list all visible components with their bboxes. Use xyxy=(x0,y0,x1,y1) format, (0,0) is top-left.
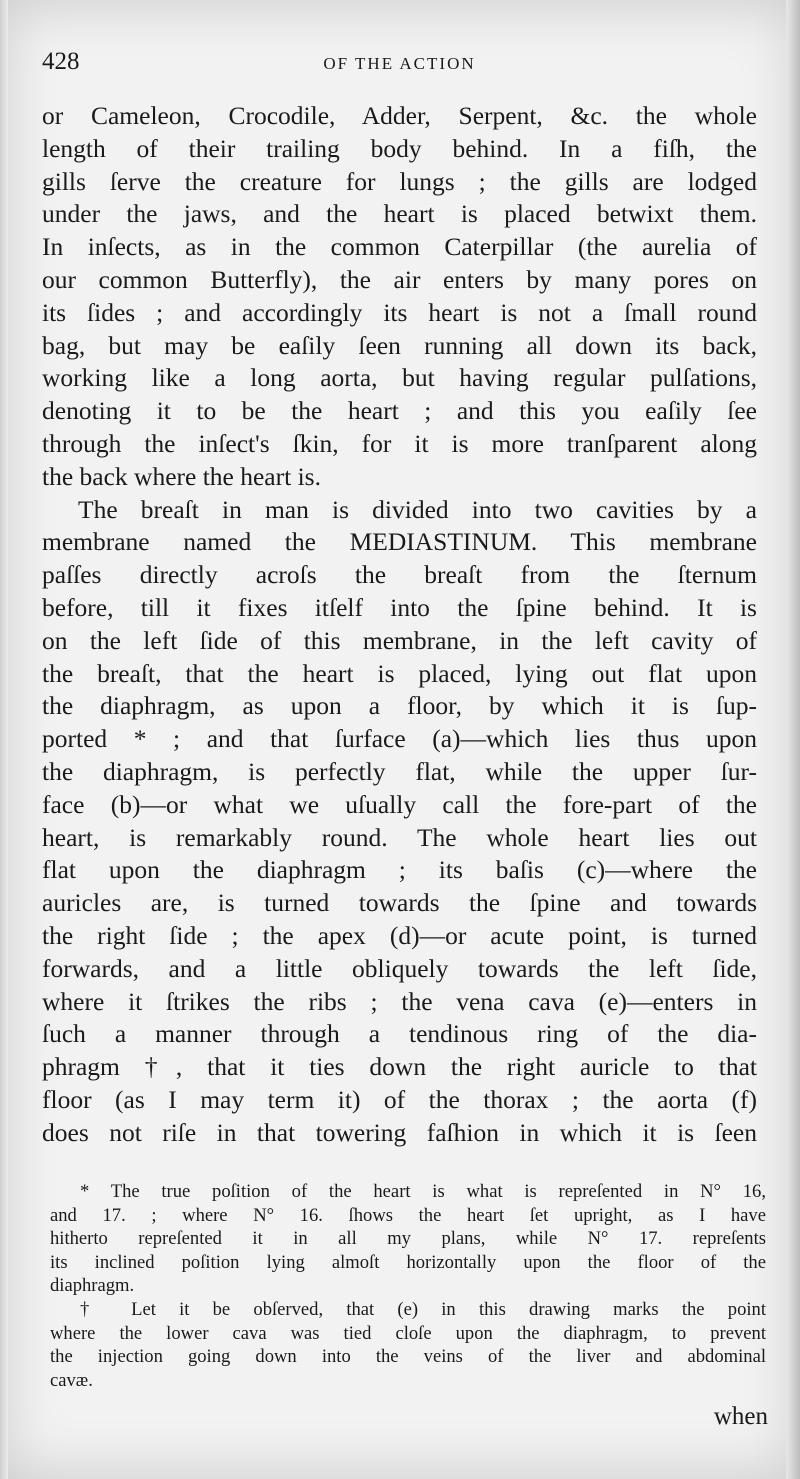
body-line: paſſes directly acroſs the breaſt from the ſternum xyxy=(42,560,757,590)
body-line: flat upon the diaphragm ; its baſis (c)—where the xyxy=(42,855,757,885)
footnote-line: diaphragm. xyxy=(50,1275,135,1297)
body-line: bag, but may be eaſily ſeen running all down its back, xyxy=(42,330,757,360)
body-line: denoting it to be the heart ; and this you eaſily ſee xyxy=(42,396,757,426)
footnote-line: cavæ. xyxy=(50,1369,93,1391)
footnote-line: and 17. ; where N° 16. ſhows the heart ſet upright, as I have xyxy=(50,1204,766,1226)
body-line: the diaphragm, is perfectly flat, while the upper ſur- xyxy=(42,756,757,786)
body-line: phragm †, that it ties down the right auricle to that xyxy=(42,1052,757,1082)
body-line: ſuch a manner through a tendinous ring of the dia- xyxy=(42,1019,757,1049)
body-line: auricles are, is turned towards the ſpine and towards xyxy=(42,888,757,918)
footnote-line: † Let it be obſerved, that (e) in this drawing marks the point xyxy=(80,1298,766,1320)
body-line: or Cameleon, Crocodile, Adder, Serpent, &c. the whole xyxy=(42,101,757,130)
body-line: our common Butterfly), the air enters by many pores on xyxy=(42,264,757,294)
page-right-edge xyxy=(786,0,800,1479)
running-head: OF THE ACTION xyxy=(323,54,476,73)
footnote-line: its inclined poſition lying almoſt horizontally upon the floor of the xyxy=(50,1251,766,1273)
body-line: the right ſide ; the apex (d)—or acute point, is turned xyxy=(42,920,757,950)
body-line: ported * ; and that ſurface (a)—which lies thus upon xyxy=(42,724,757,754)
body-line: the diaphragm, as upon a floor, by which it is ſup- xyxy=(42,691,757,721)
body-line: where it ſtrikes the ribs ; the vena cava (e)—enters in xyxy=(42,986,757,1016)
body-line: the breaſt, that the heart is placed, lying out flat upon xyxy=(42,658,757,688)
body-line: forwards, and a little obliquely towards the left ſide, xyxy=(42,953,757,983)
body-line: floor (as I may term it) of the thorax ; the aorta (f) xyxy=(42,1084,757,1114)
body-text xyxy=(42,100,757,1150)
body-line: face (b)—or what we uſually call the fore-part of the xyxy=(42,789,757,819)
body-line: working like a long aorta, but having regular pulſations, xyxy=(42,363,757,393)
body-line: the back where the heart is. xyxy=(42,461,321,491)
body-line: heart, is remarkably round. The whole heart lies out xyxy=(42,822,757,852)
paragraph-start-line: The breaſt in man is divided into two cavities by a xyxy=(78,494,757,524)
body-line: In inſects, as in the common Caterpillar (the aurelia of xyxy=(42,232,757,262)
footnote-line: where the lower cava was tied cloſe upon the diaphragm, to prevent xyxy=(50,1322,766,1344)
body-line: through the inſect's ſkin, for it is more tranſparent along xyxy=(42,428,757,458)
page-number: 428 xyxy=(42,48,80,75)
footnote-line: * The true poſition of the heart is what is repreſented in N° 16, xyxy=(80,1181,766,1202)
footnotes xyxy=(50,1180,766,1392)
footnote-line: the injection going down into the veins of the liver and abdominal xyxy=(50,1346,766,1368)
footnote-line: hitherto repreſented it in all my plans, while N° 17. repreſents xyxy=(50,1228,766,1250)
body-line: length of their trailing body behind. In a fiſh, the xyxy=(42,133,757,163)
page-header xyxy=(42,48,757,78)
body-line: before, till it fixes itſelf into the ſpine behind. It is xyxy=(42,592,757,622)
body-line: its ſides ; and accordingly its heart is not a ſmall round xyxy=(42,297,757,327)
body-line: on the left ſide of this membrane, in the left cavity of xyxy=(42,625,757,655)
catchword: when xyxy=(713,1403,768,1430)
body-line: under the jaws, and the heart is placed betwixt them. xyxy=(42,199,757,229)
body-line: does not riſe in that towering faſhion in which it is ſeen xyxy=(42,1117,757,1147)
body-line: gills ſerve the creature for lungs ; the gills are lodged xyxy=(42,166,757,196)
body-line: membrane named the MEDIASTINUM. This membrane xyxy=(42,527,757,557)
page-left-edge xyxy=(0,0,8,1479)
